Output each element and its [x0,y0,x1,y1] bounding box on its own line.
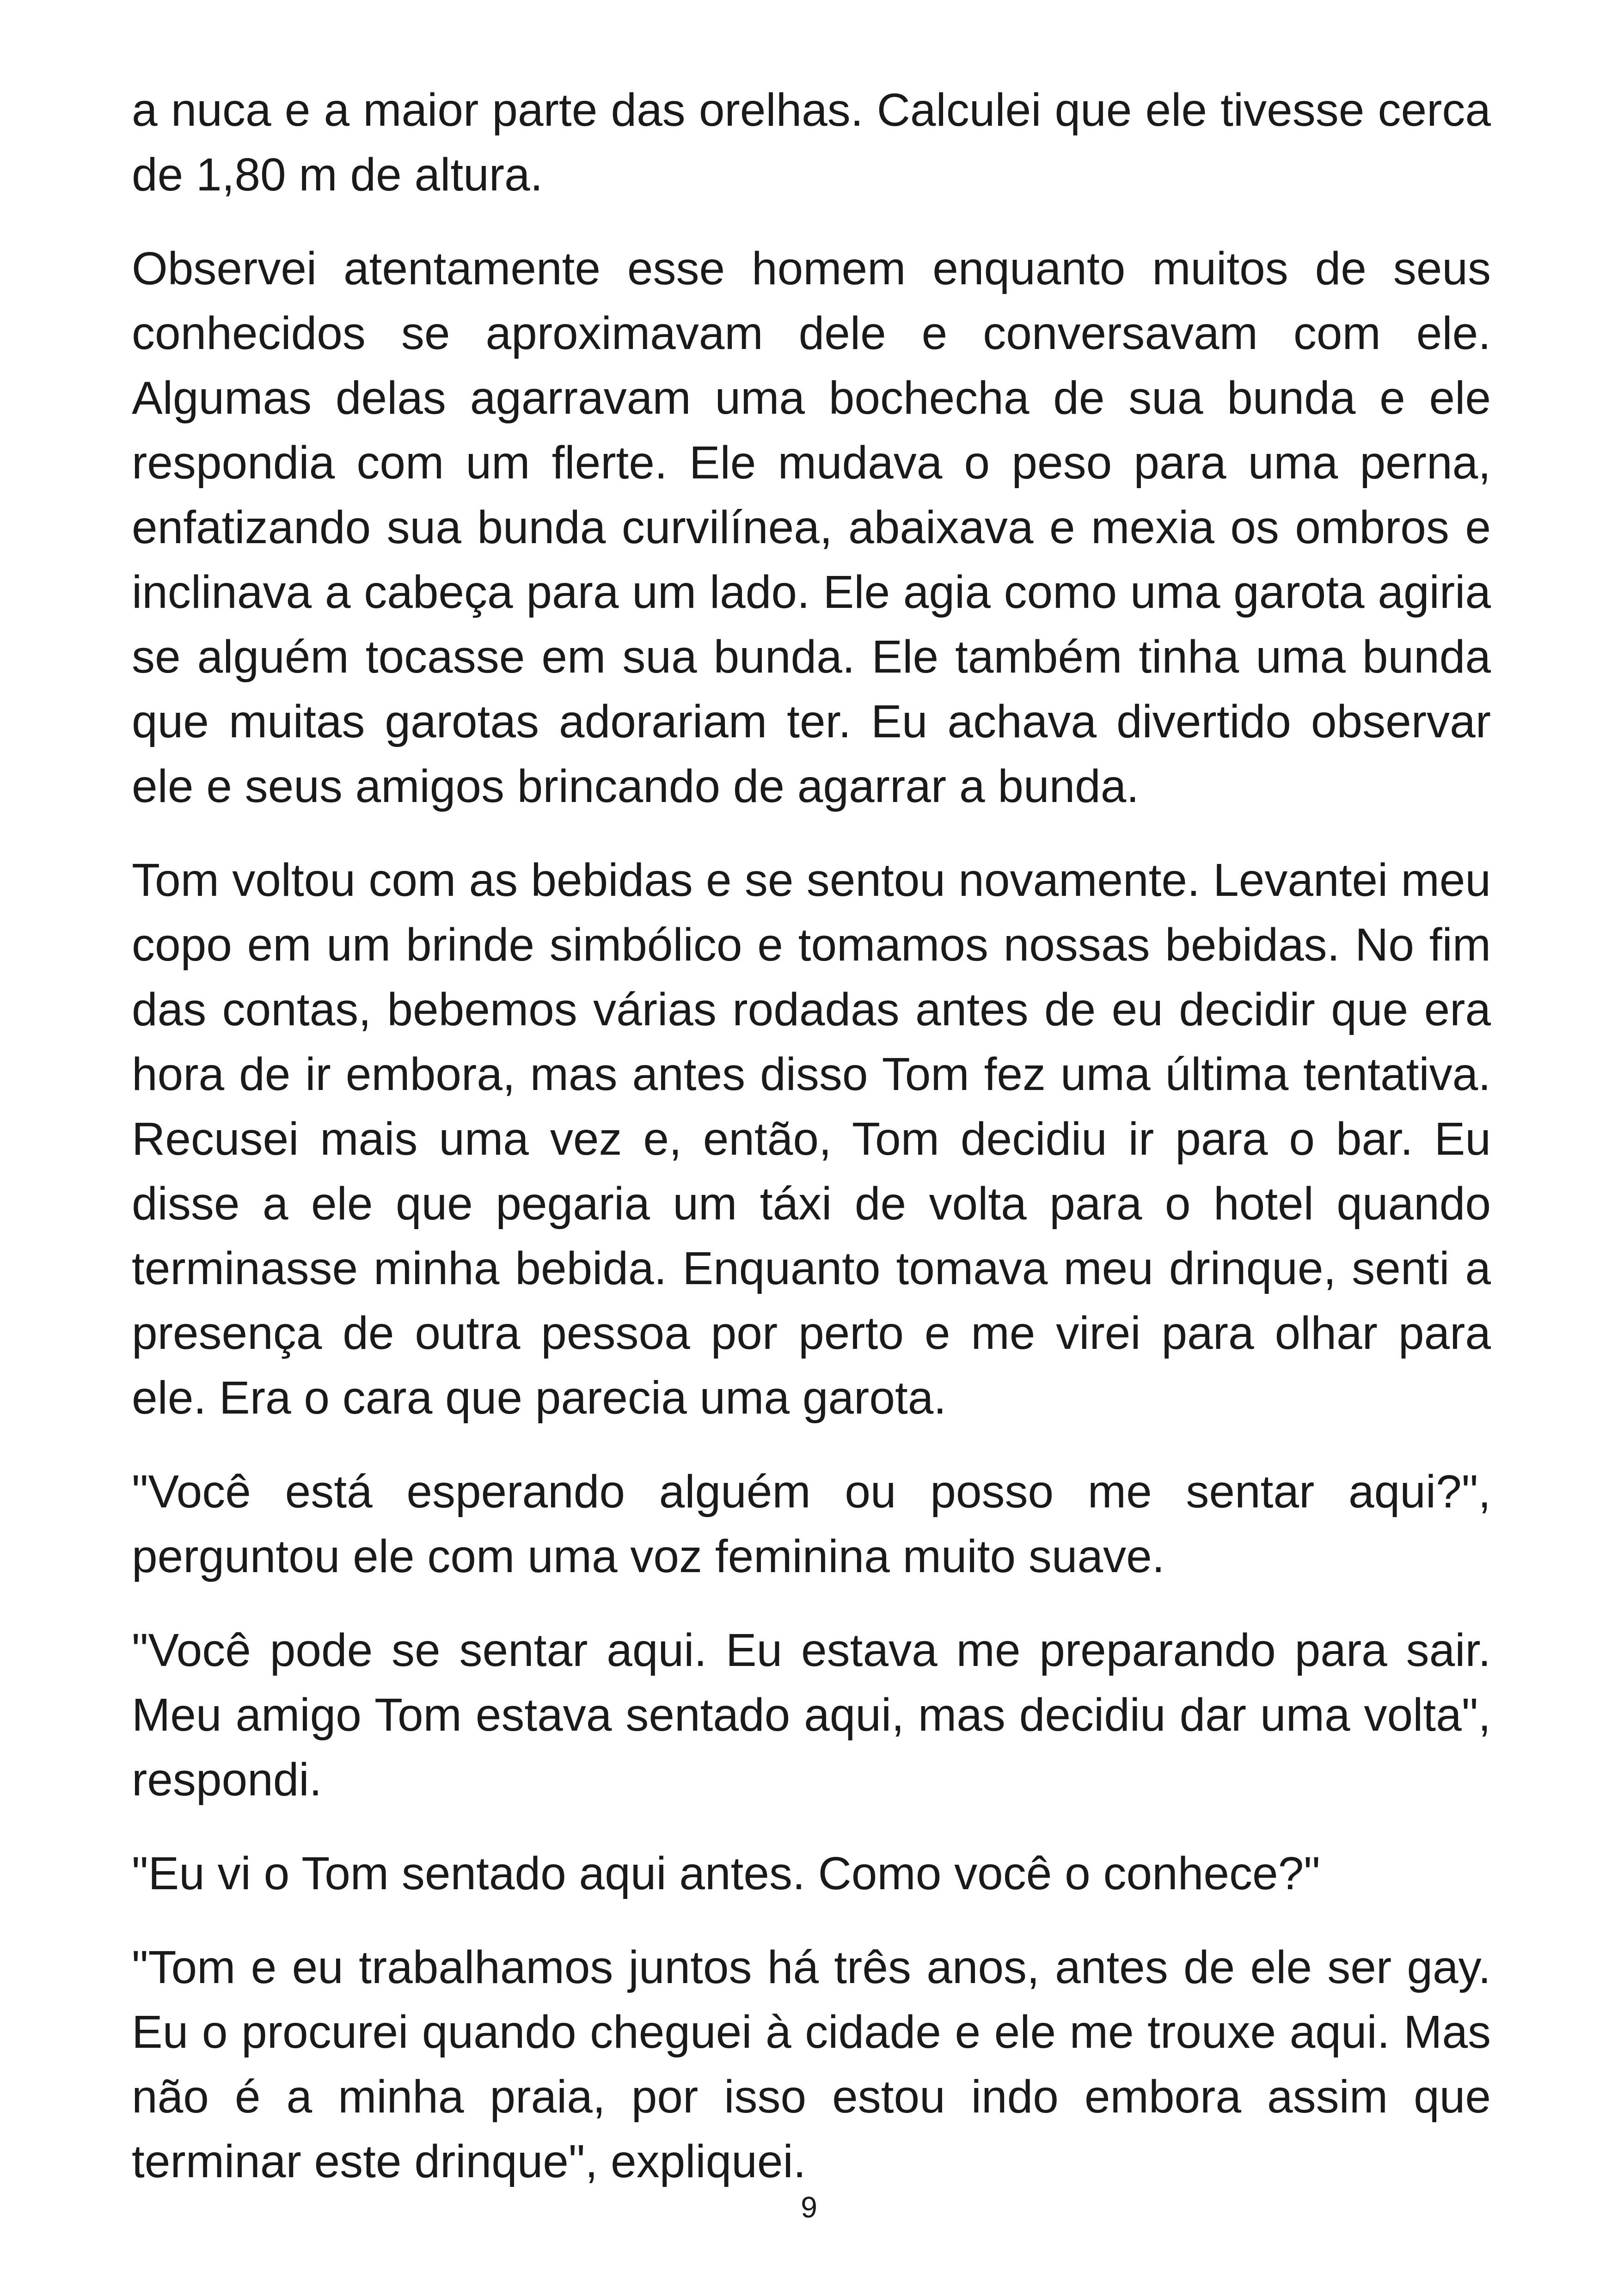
paragraph: "Você pode se sentar aqui. Eu estava me preparando para sair. Meu amigo Tom estava sentado aqui, mas decidiu dar uma volta", respondi. [132,1624,1491,1806]
paragraph: "Tom e eu trabalhamos juntos há três anos, antes de ele ser gay. Eu o procurei quando cheguei à cidade e ele me trouxe aqui. Mas não é a minha praia, por isso estou indo embora assim que terminar este drinque", expliquei. [132,1941,1491,2187]
paragraph: "Você está esperando alguém ou posso me sentar aqui?", perguntou ele com uma voz feminina muito suave. [132,1466,1491,1582]
paragraph: Tom voltou com as bebidas e se sentou novamente. Levantei meu copo em um brinde simbólico e tomamos nossas bebidas. No fim das contas, bebemos várias rodadas antes de eu decidir que era hora de ir embora, mas antes disso Tom fez uma última tentativa. Recusei mais uma vez e, então, Tom decidiu ir para o bar. Eu disse a ele que pegaria um táxi de volta para o hotel quando terminasse minha bebida. Enquanto tomava meu drinque, senti a presença de outra pessoa por perto e me virei para olhar para ele. Era o cara que parecia uma garota. [132,854,1491,1424]
body-text [132,78,1491,2194]
page-number: 9 [801,2191,817,2224]
paragraph: a nuca e a maior parte das orelhas. Calculei que ele tivesse cerca de 1,80 m de altura. [132,84,1491,201]
paragraph: Observei atentamente esse homem enquanto muitos de seus conhecidos se aproximavam dele e conversavam com ele. Algumas delas agarravam uma bochecha de sua bunda e ele respondia com um flerte. Ele mudava o peso para uma perna, enfatizando sua bunda curvilínea, abaixava e mexia os ombros e inclinava a cabeça para um lado. Ele agia como uma garota agiria se alguém tocasse em sua bunda. Ele também tinha uma bunda que muitas garotas adorariam ter. Eu achava divertido observar ele e seus amigos brincando de agarrar a bunda. [132,243,1491,812]
paragraph: "Eu vi o Tom sentado aqui antes. Como você o conhece?" [132,1848,1320,1899]
